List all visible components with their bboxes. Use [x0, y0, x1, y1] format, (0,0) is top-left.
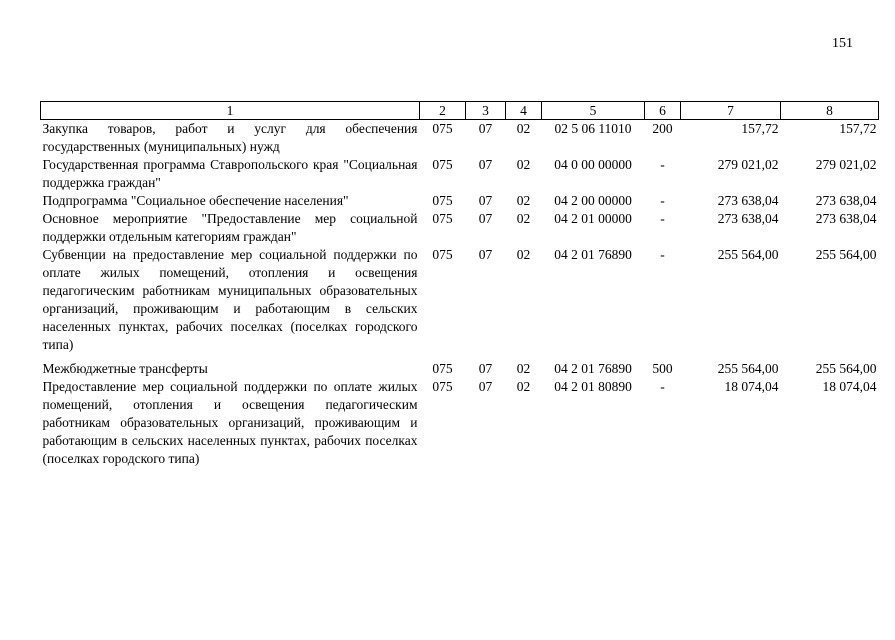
- cell-amount-8: 279 021,02: [815, 157, 877, 172]
- cell-ministry: 075: [432, 361, 453, 376]
- table-row: [41, 120, 879, 157]
- column-header-3: 3: [466, 102, 506, 120]
- cell-amount-8: 157,72: [839, 121, 877, 136]
- cell-section: 07: [478, 361, 493, 376]
- row-name: Предоставление мер социальной поддержки по оплате жилых помещений, отопления и освещения педагогическим работникам образовательных организаций, проживающим и работающим в сельских населенных пунктах, рабочих поселках (поселках городского типа): [42, 379, 418, 466]
- cell-expense-type: -: [660, 247, 665, 262]
- table-row: [41, 210, 879, 246]
- cell-expense-type: 200: [652, 121, 673, 136]
- table-row: [41, 192, 879, 210]
- cell-expense-type: -: [660, 193, 665, 208]
- cell-subsection: 02: [516, 361, 531, 376]
- row-name: Подпрограмма "Социальное обеспечение населения": [42, 193, 349, 208]
- cell-subsection: 02: [516, 121, 531, 136]
- table-row: [41, 360, 879, 378]
- column-header-8: 8: [781, 102, 879, 120]
- cell-expense-type: -: [660, 157, 665, 172]
- column-header-2: 2: [420, 102, 466, 120]
- cell-subsection: 02: [516, 193, 531, 208]
- cell-ministry: 075: [432, 193, 453, 208]
- row-name: Субвенции на предоставление мер социальной поддержки по оплате жилых помещений, отопления и освещения педагогическим работникам муниципальных образовательных организаций, проживающим и работающим в сельских населенных пунктах, рабочих поселках (поселках городского типа): [42, 247, 418, 352]
- cell-amount-7: 255 564,00: [717, 361, 779, 376]
- cell-ministry: 075: [432, 157, 453, 172]
- table-row: [41, 246, 879, 354]
- table-row: [41, 378, 879, 468]
- cell-amount-8: 273 638,04: [815, 193, 877, 208]
- cell-amount-7: 157,72: [741, 121, 779, 136]
- cell-section: 07: [478, 157, 493, 172]
- cell-subsection: 02: [516, 157, 531, 172]
- cell-subsection: 02: [516, 379, 531, 394]
- cell-amount-7: 273 638,04: [717, 211, 779, 226]
- cell-amount-8: 255 564,00: [815, 361, 877, 376]
- cell-expense-type: -: [660, 211, 665, 226]
- cell-section: 07: [478, 247, 493, 262]
- cell-target-article: 02 5 06 11010: [554, 121, 632, 136]
- cell-target-article: 04 2 01 76890: [554, 247, 632, 262]
- cell-section: 07: [478, 211, 493, 226]
- row-name: Основное мероприятие "Предоставление мер социальной поддержки отдельным категориям граждан": [42, 211, 418, 244]
- cell-target-article: 04 2 01 80890: [554, 379, 632, 394]
- header-row: [41, 102, 879, 120]
- cell-section: 07: [478, 379, 493, 394]
- cell-amount-7: 273 638,04: [717, 193, 779, 208]
- column-header-4: 4: [506, 102, 542, 120]
- column-header-1: 1: [41, 102, 420, 120]
- cell-target-article: 04 2 01 00000: [554, 211, 632, 226]
- page-number: 151: [832, 36, 853, 51]
- cell-ministry: 075: [432, 211, 453, 226]
- cell-amount-8: 273 638,04: [815, 211, 877, 226]
- cell-amount-7: 255 564,00: [717, 247, 779, 262]
- cell-amount-7: 18 074,04: [724, 379, 779, 394]
- column-header-6: 6: [645, 102, 681, 120]
- cell-subsection: 02: [516, 247, 531, 262]
- cell-expense-type: -: [660, 379, 665, 394]
- cell-amount-8: 18 074,04: [822, 379, 877, 394]
- cell-section: 07: [478, 121, 493, 136]
- cell-expense-type: 500: [652, 361, 673, 376]
- cell-section: 07: [478, 193, 493, 208]
- cell-ministry: 075: [432, 121, 453, 136]
- row-name: Государственная программа Ставропольского края "Социальная поддержка граждан": [42, 157, 418, 190]
- cell-target-article: 04 2 01 76890: [554, 361, 632, 376]
- table-row: [41, 156, 879, 192]
- row-name: Межбюджетные трансферты: [42, 361, 208, 376]
- cell-amount-7: 279 021,02: [717, 157, 779, 172]
- column-header-5: 5: [542, 102, 645, 120]
- cell-target-article: 04 2 00 00000: [554, 193, 632, 208]
- column-header-7: 7: [681, 102, 781, 120]
- row-name: Закупка товаров, работ и услуг для обеспечения государственных (муниципальных) нужд: [42, 121, 418, 154]
- cell-ministry: 075: [432, 379, 453, 394]
- budget-table: [40, 101, 879, 468]
- cell-amount-8: 255 564,00: [815, 247, 877, 262]
- cell-target-article: 04 0 00 00000: [554, 157, 632, 172]
- cell-ministry: 075: [432, 247, 453, 262]
- cell-subsection: 02: [516, 211, 531, 226]
